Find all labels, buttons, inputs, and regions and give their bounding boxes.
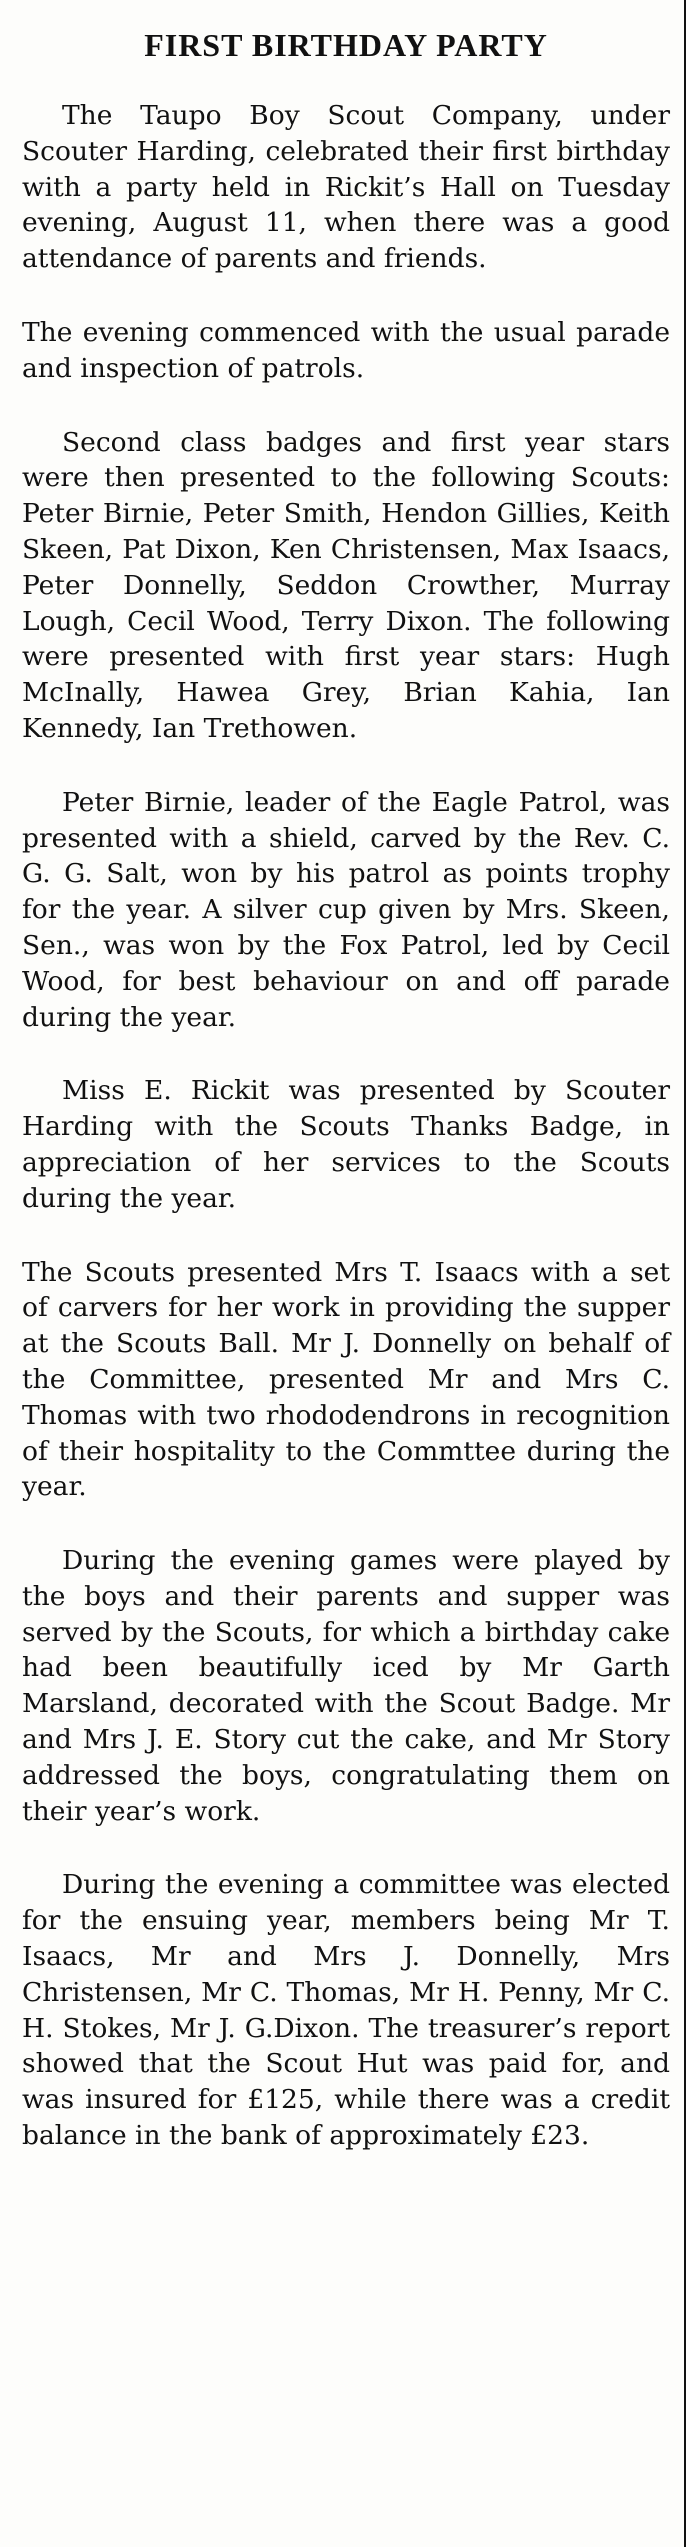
paragraph-intro: The Taupo Boy Scout Company, under Scouter Harding, celebrated their first birthday with a party held in Rickit’s Hall on Tuesday evening, August 11, when there was a good attendance of parents and friends. xyxy=(22,100,670,275)
paragraph-parade: The evening commenced with the usual parade and inspection of patrols. xyxy=(22,316,670,384)
paragraph-badges: Second class badges and first year stars were then presented to the following Scouts: Peter Birnie, Peter Smith, Hendon Gillies, Keith Skeen, Pat Dixon, Ken Christensen, Max Isaacs, Peter Donnelly, Seddon Crowther, Murray Lough, Cecil Wood, Terry Dixon. The following were presented with first year stars: Hugh McInally, Hawea Grey, Brian Kahia, Ian Kennedy, Ian Trethowen. xyxy=(22,426,670,744)
paragraph-trophies: Peter Birnie, leader of the Eagle Patrol, was presented with a shield, carved by the Rev. C. G. G. Salt, won by his patrol as points trophy for the year. A silver cup given by Mrs. Skeen, Sen., was won by the Fox Patrol, led by Cecil Wood, for best behaviour on and off parade during the year. xyxy=(22,786,670,1033)
paragraph-committee: During the evening a committee was elected for the ensuing year, members being Mr T. Isaacs, Mr and Mrs J. Donnelly, Mrs Christensen, Mr C. Thomas, Mr H. Penny, Mr C. H. Stokes, Mr J. G.Dixon. The treasurer’s report showed that the Scout Hut was paid for, and was insured for £125, while there was a credit balance in the bank of approximately £23. xyxy=(22,1869,670,2152)
paragraph-games-supper: During the evening games were played by the boys and their parents and supper was served by the Scouts, for which a birthday cake had been beautifully iced by Mr Garth Marsland, decorated with the Scout Badge. Mr and Mrs J. E. Story cut the cake, and Mr Story addressed the boys, congratulating them on their year’s work. xyxy=(22,1545,670,1827)
article-headline: FIRST BIRTHDAY PARTY xyxy=(144,27,548,63)
paragraph-presentations: The Scouts presented Mrs T. Isaacs with a set of carvers for her work in providing the supper at the Scouts Ball. Mr J. Donnelly on behalf of the Committee, presented Mr and Mrs C. Thomas with two rhododendrons in recognition of their hospitality to the Commttee during the year. xyxy=(22,1256,670,1503)
paragraph-thanks-badge: Miss E. Rickit was presented by Scouter Harding with the Scouts Thanks Badge, in appreciation of her services to the Scouts during the year. xyxy=(22,1075,670,1214)
